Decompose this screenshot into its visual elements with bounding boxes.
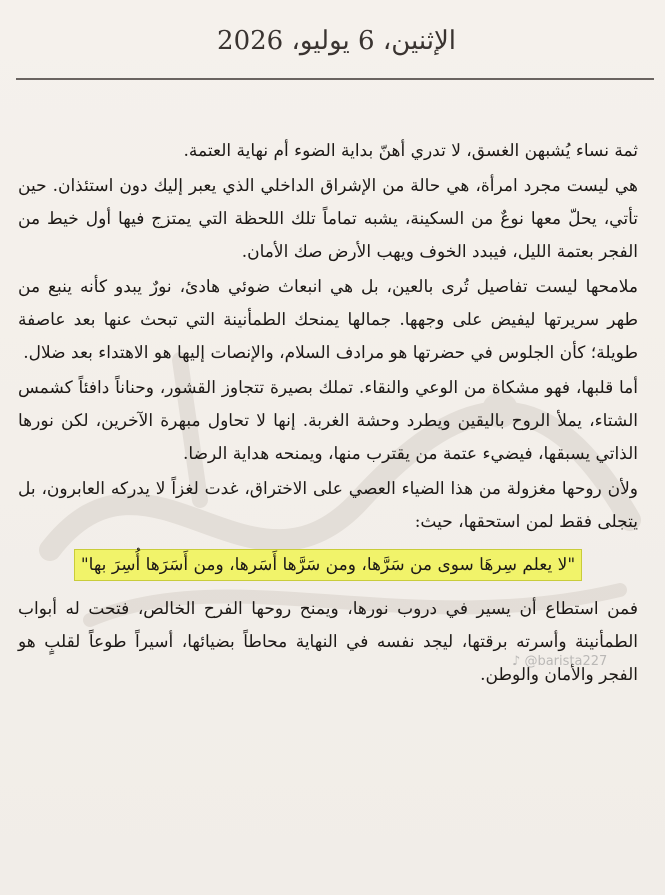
paragraph-2: هي ليست مجرد امرأة، هي حالة من الإشراق الداخلي الذي يعبر إليك دون استئذان. حين تأتي، يحلّ معها نوعٌ من السكينة، يشبه تماماً تلك اللحظة التي يمتزج فيها أول خيط من الفجر بعتمة الليل، فيبدد الخوف ويهب الأرض صك الأمان.	[18, 176, 638, 262]
paragraph-3: ملامحها ليست تفاصيل تُرى بالعين، بل هي انبعاث ضوئي هادئ، نورٌ يبدو كأنه ينبع من طهر سريرتها ليفيض على وجهها. جمالها يمنحك الطمأنينة التي تبحث عنها بعد عاصفة طويلة؛ كأن الجلوس في حضرتها هو مرادف السلام، والإنصات إليها هو الاهتداء بعد ضلال.	[18, 277, 638, 363]
tiktok-icon: ♪	[512, 654, 521, 669]
tiktok-watermark	[512, 654, 607, 669]
article-body	[18, 135, 638, 694]
tiktok-handle: @barista227	[524, 654, 608, 669]
paragraph-4: أما قلبها، فهو مشكاة من الوعي والنقاء. تملك بصيرة تتجاوز القشور، وحناناً دافئاً كشمس الشتاء، يملأ الروح باليقين ويطرد وحشة الغربة. إنها لا تحاول مبهرة الآخرين، لكن نورها الذاتي يسبقها، فيضيء عتمة من يقترب منها، ويمنحه هداية الرضا.	[18, 378, 638, 464]
paragraph-5: ولأن روحها مغزولة من هذا الضياء العصي على الاختراق، غدت لغزاً لا يدركه العابرون، بل يتجلى فقط لمن استحقها، حيث:	[18, 479, 638, 532]
highlighted-quote: "لا يعلم سِرهَا سوى من سَرَّها، ومن سَرَّها أَسَرها، ومن أَسَرَها أُسِرَ بها"	[74, 549, 582, 581]
page-date: الإثنين، 6 يوليو، 2026	[217, 26, 456, 56]
paragraph-1: ثمة نساء يُشبهن الغسق، لا تدري أهنّ بداية الضوء أم نهاية العتمة.	[183, 141, 638, 161]
quote-container	[18, 543, 638, 587]
closing-paragraph: فمن استطاع أن يسير في دروب نورها، ويمنح روحها الفرح الخالص، فتحت له أبواب الطمأنينة وأسرته برقتها، ليجد نفسه في النهاية محاطاً بضيائها، أسيراً طوعاً لقلبٍ هو الفجر والأمان والوطن.	[18, 599, 638, 685]
header-divider	[16, 78, 654, 80]
page-header	[16, 0, 656, 82]
